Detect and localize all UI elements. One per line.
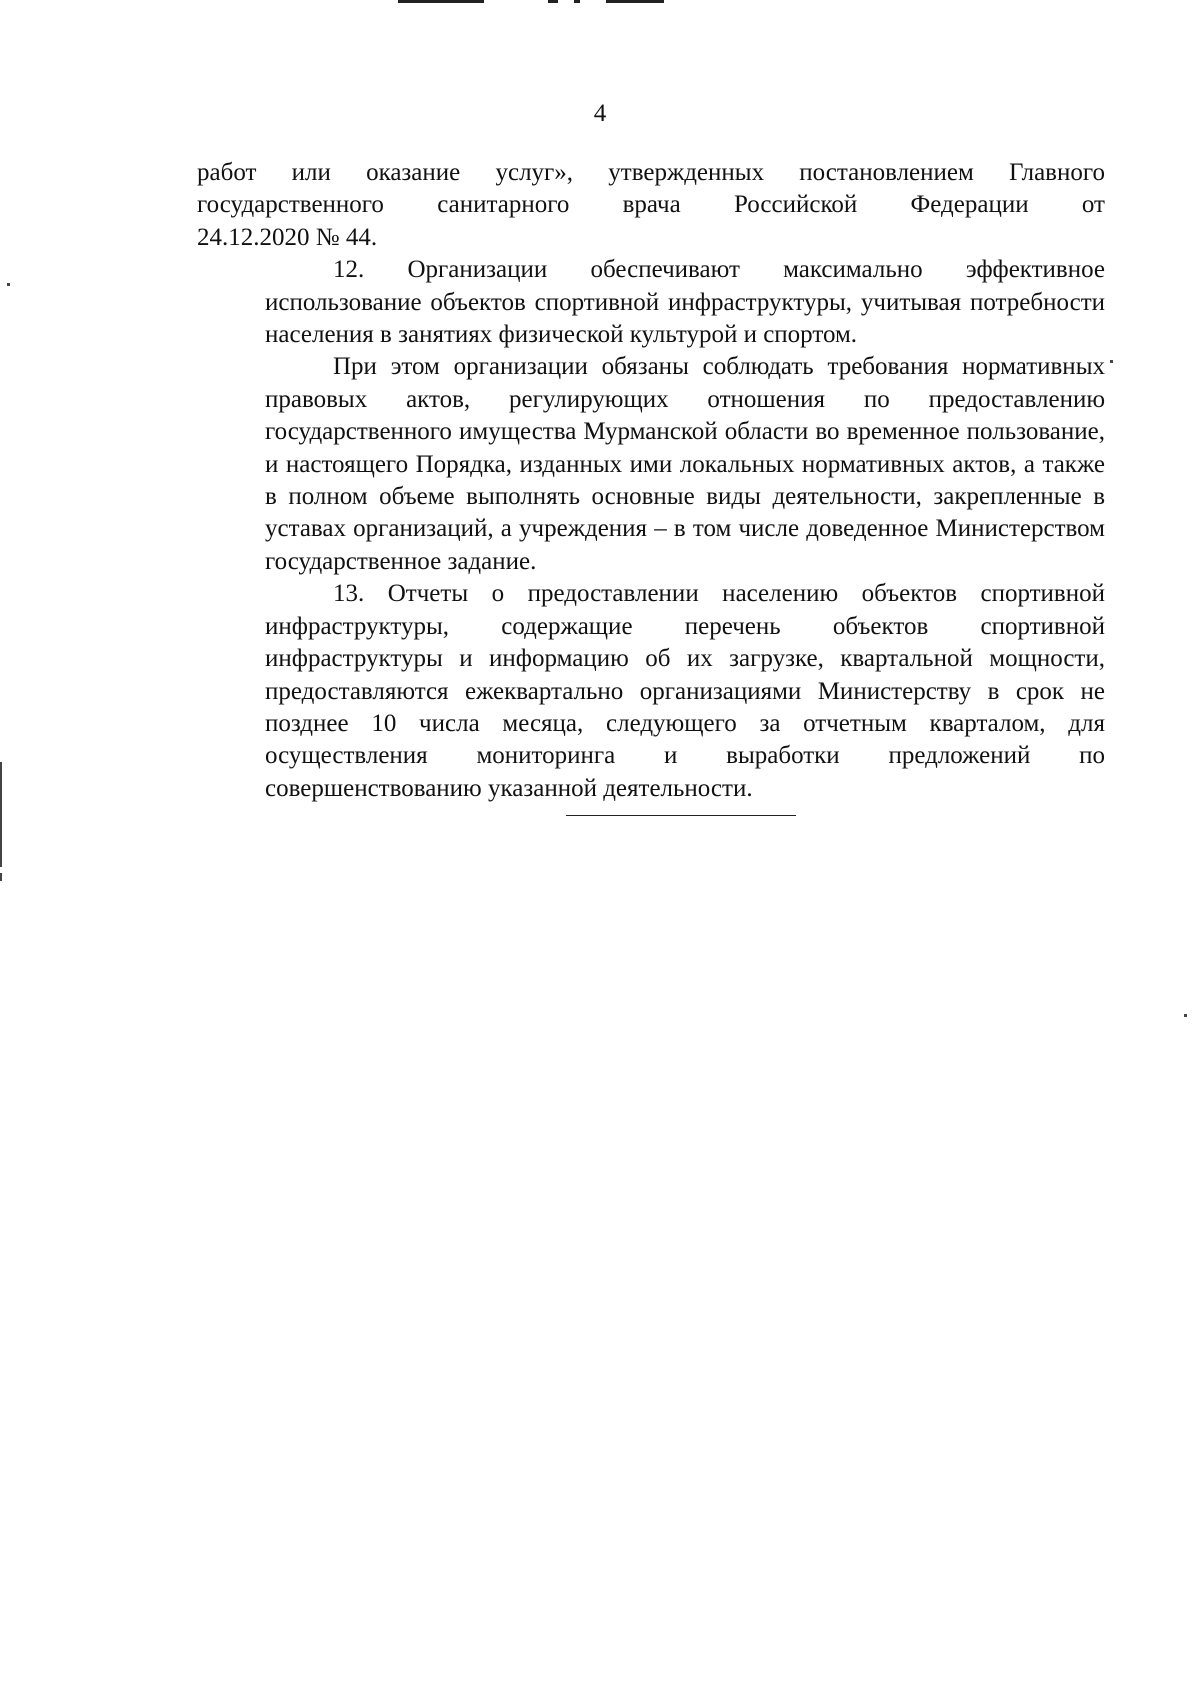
text-line: в полном объеме выполнять основные виды деятельности, закрепленные в (265, 483, 1105, 511)
text-line: инфраструктуры и информацию об их загрузке, квартальной мощности, (265, 645, 1105, 673)
scan-mark (606, 0, 664, 3)
text-line: государственного имущества Мурманской области во временное пользование, (265, 418, 1105, 446)
scan-dot (1184, 1014, 1187, 1017)
text-line: 13. Отчеты о предоставлении населению объектов спортивной (333, 580, 1105, 608)
paragraph-obligations (197, 351, 1105, 578)
text-line: использование объектов спортивной инфраструктуры, учитывая потребности (265, 288, 1105, 316)
text-line: уставах организаций, а учреждения – в том числе доведенное Министерством (265, 515, 1105, 543)
text-line: правовых актов, регулирующих отношения по предоставлению (265, 385, 1105, 413)
text-line: и настоящего Порядка, изданных ими локальных нормативных актов, а также (265, 450, 1105, 478)
scan-artifact-marks (398, 0, 668, 4)
paragraph-12 (197, 254, 1105, 351)
scan-dot (1110, 360, 1113, 363)
page-number: 4 (593, 100, 607, 127)
text-line: населения в занятиях физической культурой и спортом. (265, 321, 858, 349)
text-line: совершенствованию указанной деятельности. (265, 774, 753, 802)
scan-mark (398, 0, 484, 3)
document-body (197, 157, 1105, 805)
text-line: государственного санитарного врача Российской Федерации от (197, 191, 1105, 219)
text-line: государственное задание. (265, 547, 537, 575)
text-line: работ или оказание услуг», утвержденных постановлением Главного (197, 159, 1105, 186)
text-line: 12. Организации обеспечивают максимально эффективное (333, 256, 1105, 284)
text-line: позднее 10 числа месяца, следующего за отчетным кварталом, для (265, 709, 1105, 737)
scan-mark (574, 0, 580, 3)
text-line: 24.12.2020 № 44. (197, 223, 378, 251)
text-line: При этом организации обязаны соблюдать требования нормативных (333, 353, 1105, 381)
scan-mark (548, 0, 558, 3)
text-line: осуществления мониторинга и выработки предложений по (265, 742, 1105, 770)
text-line: инфраструктуры, содержащие перечень объектов спортивной (265, 612, 1105, 640)
paragraph-13 (197, 578, 1105, 805)
end-of-text-rule (566, 815, 796, 816)
scan-edge-line (0, 873, 2, 881)
scan-dot (7, 283, 10, 286)
text-line: предоставляются ежеквартально организациями Министерству в срок не (265, 677, 1105, 705)
paragraph-1 (197, 157, 1105, 254)
scan-edge-line (0, 762, 2, 867)
